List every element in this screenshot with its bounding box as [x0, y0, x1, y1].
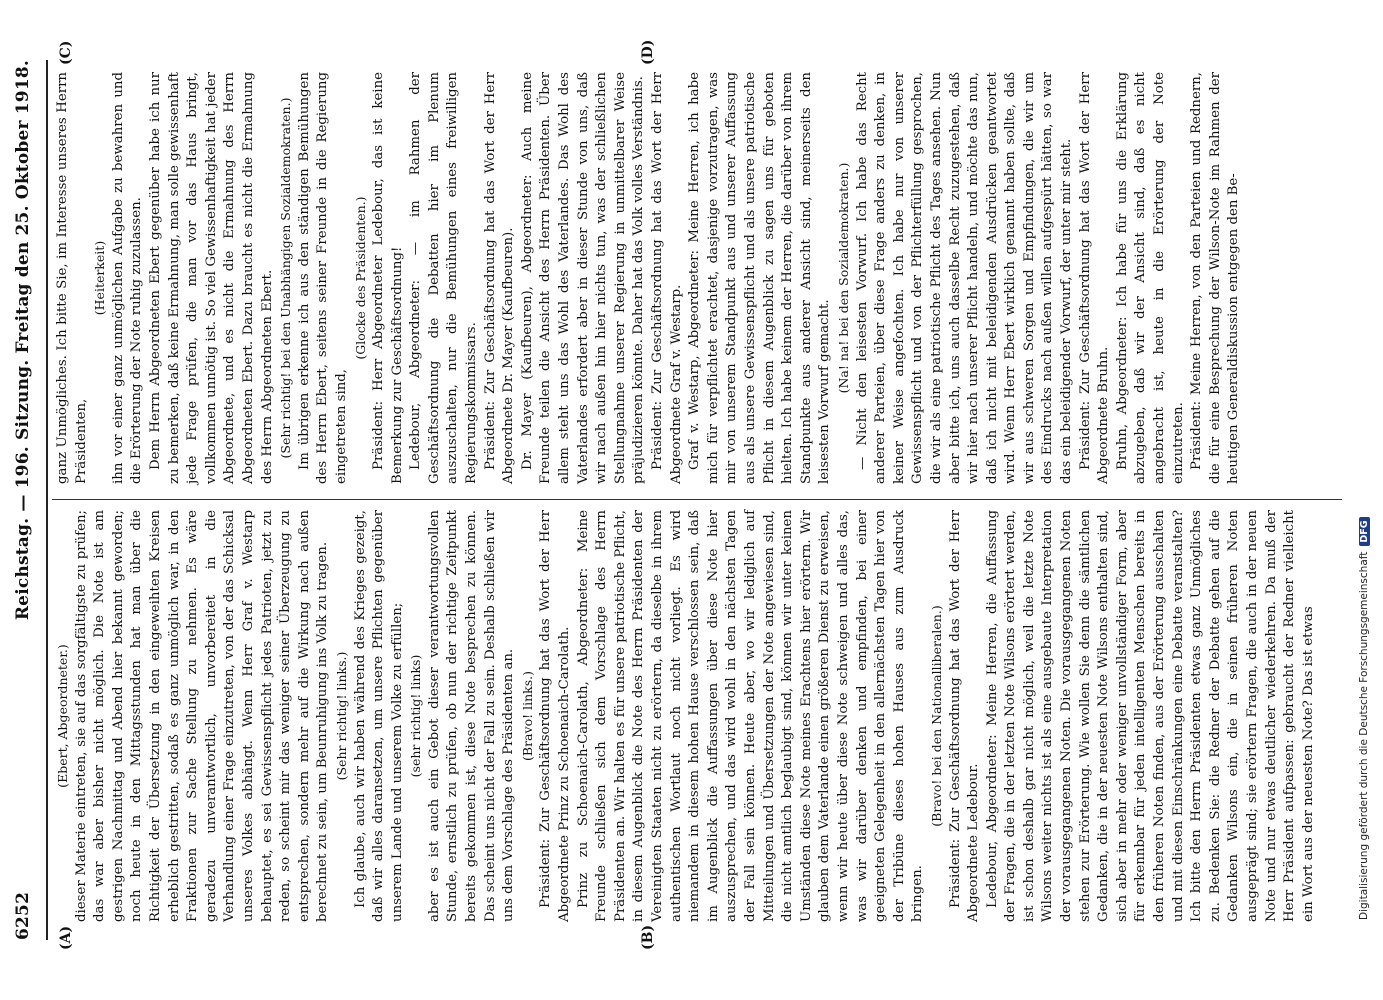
header-rule — [46, 60, 48, 940]
left-text-column — [54, 510, 1318, 922]
interjection: (Bravo! links.) — [519, 671, 535, 761]
margin-mark-d: (D) — [640, 39, 656, 65]
paragraph: Dr. Mayer (Kaufbeuren), Abgeordneter: Auch meine Freunde teilen die Ansicht des Herrn Präsidenten. Über allem steht uns das Wohl des Vaterlandes. Das Wohl des Vaterlandes erfordert aber in dieser Stunde von uns, daß wir nach außen hin hier nichts tun, was der schließlichen Stellungnahme unserer Regierung in unmittelbarer Weise präjudizieren könnte. Daher hat das Volk volles Verständnis. — [519, 72, 647, 484]
paragraph: Ledebour, Abgeordneter: — im Rahmen der Geschäftsordnung die Debatten hier im Plenum auszuschalten, nur die Bemühungen eines freiwilligen Regierungskommissars. — [408, 72, 480, 484]
paragraph: ganz Unmögliches. Ich bitte Sie, im Interesse unseres Herrn Präsidenten, — [55, 72, 89, 484]
paragraph: Ledebour, Abgeordneter: Meine Herren, die Auffassung der Fragen, die in der letzten Note Wilsons erörtert werden, ist schon deshalb gar nicht möglich, weil die letzte Note Wilsons weiter nichts ist als eine ausgebaute Interpretation der vorausgegangenen Noten. Die vorausgegangenen Noten stehen zur Erörterung. Wie wollen Sie denn die sämtlichen Gedanken, die in der neuesten Note Wilsons enthalten sind, sich aber in mehr oder weniger unvollständiger Form, aber für erkennbar für jeden intelligenten Menschen bereits in den früheren Noten finden, aus der Erörterung ausschalten und mit diesen Einschränkungen eine Debatte veranstalten? Ich bitte den Herrn Präsidenten etwas ganz Unmögliches zu. Bedenken Sie: die Redner der Debatte gehen auf die Gedanken Wilsons ein, die in seinen früheren Noten ausgeprägt sind; sie erörtern Fragen, die auch in der neuen Note und nur etwas deutlicher wiederkehren. Da muß der Herr Präsident aufpassen: gebraucht der Redner vielleicht ein Wort aus der neuesten Note? Das ist etwas — [984, 510, 1316, 922]
paragraph: ihn vor einer ganz unmöglichen Aufgabe zu bewahren und die Erörterung der Note ruhig zuzulassen. — [110, 72, 145, 484]
paragraph: Präsident: Zur Geschäftsordnung hat das Wort der Herr Abgeordnete Bruhn. — [1077, 72, 1112, 484]
margin-mark-b: (B) — [640, 924, 656, 950]
page-header — [6, 60, 40, 940]
paragraph: aber es ist auch ein Gebot dieser verantwortungsvollen Stunde, ernstlich zu prüfen, ob nun der richtige Zeitpunkt bereits gekommen ist, diese Note besprechen zu können. Das scheint uns nicht der Fall zu sein. Deshalb schließen wir uns dem Vorschlage des Präsidenten an. — [426, 510, 517, 922]
column-divider — [52, 499, 1342, 500]
paragraph: Präsident: Zur Geschäftsordnung hat das Wort der Herr Abgeordnete Prinz zu Schoenaich-Carolath. — [538, 510, 573, 922]
right-text-column — [54, 72, 1244, 484]
digitization-credit — [1358, 80, 1370, 920]
paragraph: — Nicht den leisesten Vorwurf. Ich habe das Recht anderer Parteien, über diese Frage anders zu denken, in keiner Weise angefochten. Ich habe nur von unserer Gewissenspflicht und von der Pflichterfüllung gesprochen, die wir als eine patriotische Pflicht des Tages ansehen. Nun aber bitte ich, uns auch dasselbe Recht zuzugestehen, daß wir hier nach unserer Pflicht handeln, und möchte das nun, daß ich nicht mit beleidigenden Ausdrücken geantwortet wird. Wenn Herr Ebert wirklich genannt haben sollte, daß wir aus schweren Sorgen und Empfindungen, die wir um des Eindrucks nach außen willen aufgespürt hätten, so war das ein beleidigender Vorwurf, der unter mir steht. — [854, 72, 1075, 484]
paragraph: Präsident: Zur Geschäftsordnung hat das Wort der Herr Abgeordnete Dr. Mayer (Kaufbeuren). — [482, 72, 517, 484]
header-title: Reichstag. — 196. Sitzung. Freitag den 25. Oktober 1918. — [13, 60, 33, 621]
interjection: (Sehr richtig! links.) — [333, 651, 349, 781]
interjection: (Na! na! bei den Sozialdemokraten.) — [835, 162, 851, 394]
paragraph: Präsident: Herr Abgeordneter Ledebour, das ist keine Bemerkung zur Geschäftsordnung! — [371, 72, 405, 484]
margin-mark-c: (C) — [58, 40, 74, 65]
dfg-logo: DFG — [1359, 517, 1370, 545]
credit-text: Digitalisierung gefördert durch die Deutsche Forschungsgemeinschaft — [1358, 551, 1370, 920]
paragraph: dieser Materie eintreten, sie auf das sorgfältigste zu prüfen; das war aber bisher nicht möglich. Die Note ist am gestrigen Nachmittag und Abend hier bekannt geworden; noch heute in den Mittagsstunden hat man über die Richtigkeit der Übersetzung in den eingeweihten Kreisen erheblich gestritten, sodaß es ganz unmöglich war, in den Fraktionen zur Sache Stellung zu nehmen. Es wäre geradezu unverantwortlich, unvorbereitet in die Verhandlung einer Frage einzutreten, von der das Schicksal unseres Volkes abhängt. Wenn Herr Graf v. Westarp behauptet, es sei Gewissenspflicht jedes Patrioten, jetzt zu reden, so scheint mir das weniger seiner Überzeugung zu entsprechen, sondern mehr auf die Wirkung nach außen berechnet zu sein, um Beunruhigung ins Volk zu tragen. — [73, 510, 331, 922]
page-number: 6252 — [13, 891, 33, 940]
interjection: (Bravo! bei den Nationalliberalen.) — [928, 605, 944, 827]
paragraph: Im übrigen erkenne ich aus den ständigen Bemühungen des Herrn Ebert, seitens seiner Freunde in die Regierung eingetreten sind, — [296, 72, 349, 484]
paragraph: Graf v. Westarp, Abgeordneter: Meine Herren, ich habe mich für verpflichtet erachtet, dasjenige vorzutragen, was mir von unserem Standpunkt aus und unserer Auffassung aus als unsere Gewissenspflicht und als unsere patriotische Pflicht in diesem Augenblick zu sagen uns für geboten hielten. Ich habe keinem der Herren, die darüber von ihrem Standpunkte aus anderer Ansicht sind, meinerseits den leisesten Vorwurf gemacht. — [687, 72, 833, 484]
paragraph: Präsident: Meine Herren, von den Parteien und Rednern, die für eine Besprechung der Wilson-Note im Rahmen der heutigen Generaldiskussion entgegen den Be- — [1189, 72, 1242, 484]
paragraph: Prinz zu Schoenaich-Carolath, Abgeordneter: Meine Freunde schließen sich dem Vorschlage des Herrn Präsidenten an. Wir halten es für unsere patriotische Pflicht, in diesem Augenblick die Note des Herrn Präsidenten der Vereinigten Staaten nicht zu erörtern, da dieselbe in ihrem authentischen Wortlaut noch nicht vorliegt. Es wird niemandem in diesem hohen Hause verschlossen sein, daß im Augenblick die Auffassungen über diese Note hier auszusprechen, und das wird wohl in den nächsten Tagen der Fall sein können. Heute aber, wo wir lediglich auf Mitteilungen und Übersetzungen der Note angewiesen sind, die nicht amtlich beglaubigt sind, können wir unter keinen Umständen diese Note meines Erachtens hier erörtern. Wir glauben dem Vaterlande einen größeren Dienst zu erweisen, wenn wir heute über diese Note schweigen und alles das, was wir darüber denken und empfinden, bei einer geeigneten Gelegenheit in den allernächsten Tagen hier von der Tribüne dieses hohen Hauses aus zum Ausdruck bringen. — [575, 510, 926, 922]
speaker-attribution: (Ebert, Abgeordneter.) — [55, 644, 70, 788]
paragraph: Bruhn, Abgeordneter: Ich habe für uns die Erklärung abzugeben, daß wir der Ansicht sind, daß es nicht angebracht ist, heute in die Erörterung der Note einzutreten. — [1114, 72, 1186, 484]
interjection: (sehr richtig! links) — [408, 654, 424, 778]
paragraph: Dem Herrn Abgeordneten Ebert gegenüber habe ich nur zu bemerken, daß keine Ermahnung, man solle gewissenhaft jede Frage prüfen, die man vor das Haus bringt, vollkommen unnötig ist. So viel Gewissenhaftigkeit hat jeder Abgeordnete, und es nicht die Ermahnung des Herrn Abgeordneten Ebert. Dazu braucht es nicht die Ermahnung des Herrn Abgeordneten Ebert. — [147, 72, 275, 484]
interjection: (Heiterkeit) — [92, 240, 108, 316]
margin-mark-a: (A) — [58, 925, 74, 950]
interjection: (Glocke des Präsidenten.) — [352, 196, 368, 360]
paragraph: Präsident: Zur Geschäftsordnung hat das Wort der Herr Abgeordnete Graf v. Westarp. — [650, 72, 684, 484]
interjection: (Sehr richtig! bei den Unabhängigen Sozialdemokraten.) — [278, 97, 294, 459]
paragraph: Präsident: Zur Geschäftsordnung hat das Wort der Herr Abgeordnete Ledebour. — [947, 510, 982, 922]
paragraph: Ich glaube, auch wir haben während des Krieges gezeigt, daß wir alles daransetzen, um unsere Pflichten gegenüber unserem Lande und unserem Volke zu erfüllen; — [352, 510, 405, 922]
